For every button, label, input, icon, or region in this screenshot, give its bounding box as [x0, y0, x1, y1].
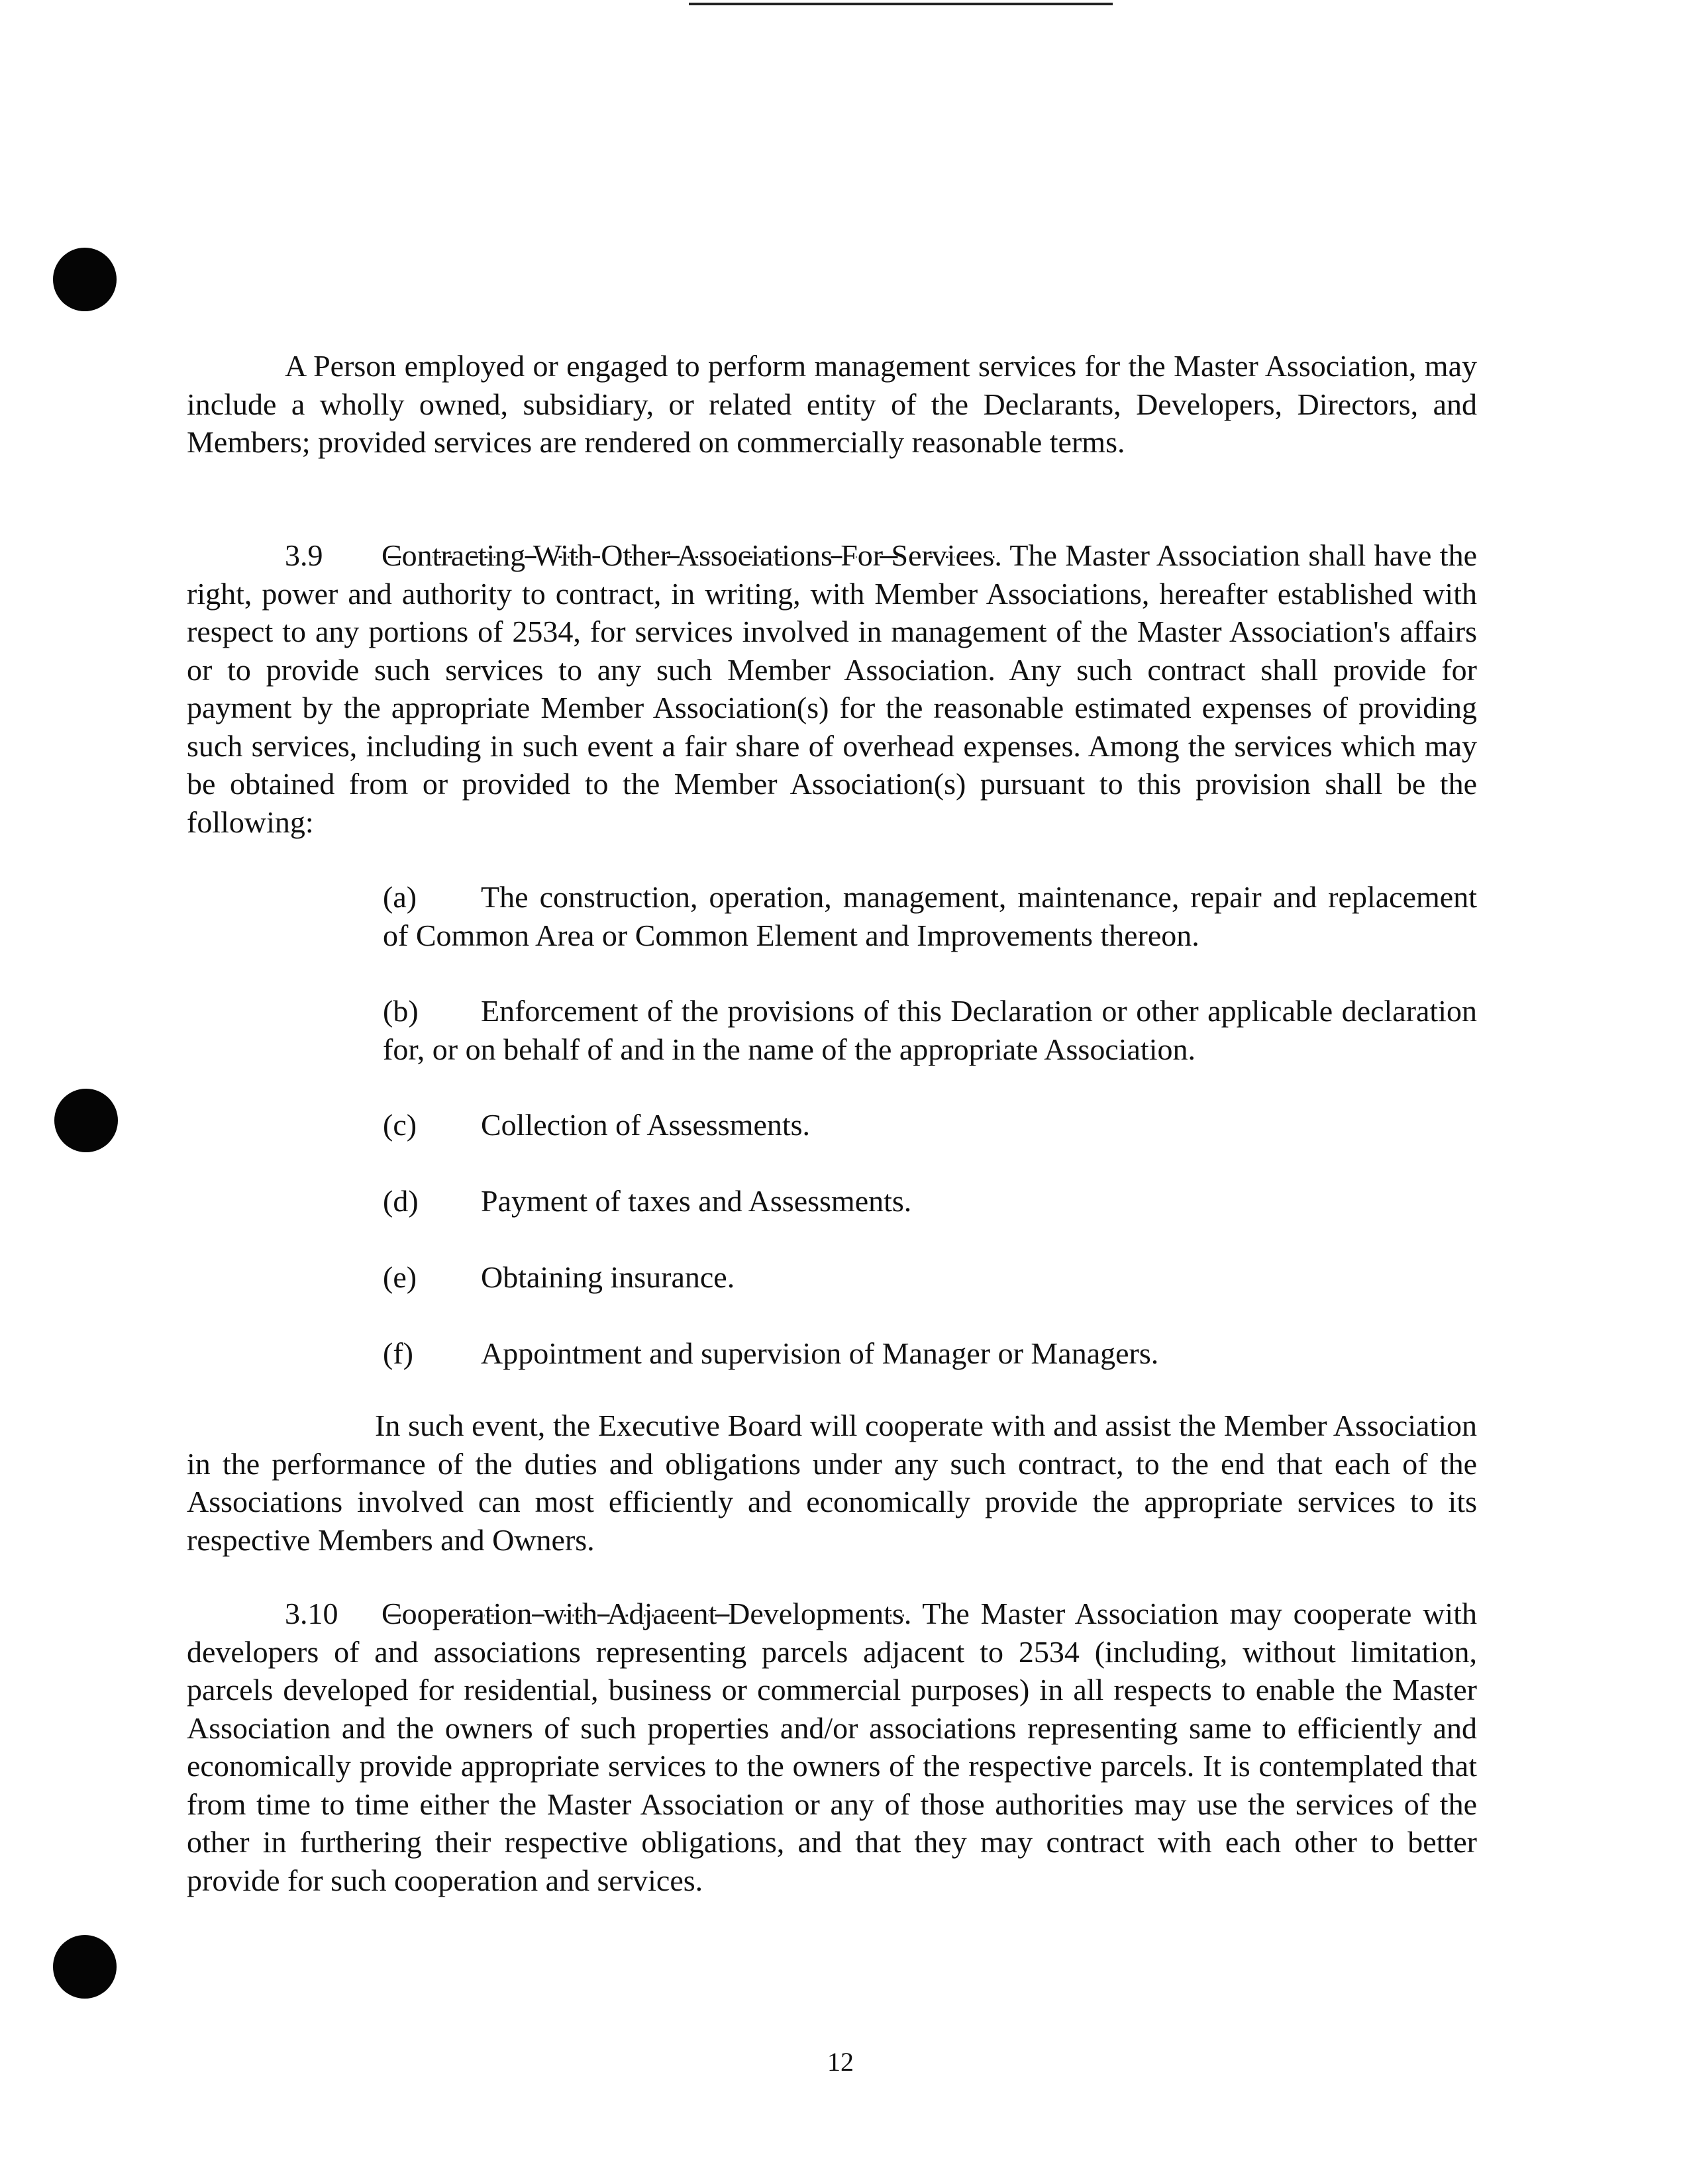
section-body: . The Master Association shall have the right, power and authority to contract, in writing, with Member Associations, hereafter established with respect to any portions of 2534, for services involved in management of the Master Association's affairs or to provide such services to any such Member Association. Any such contract shall provide for payment by the appropriate Member Association(s) for the reasonable estimated expenses of providing such services, including in such event a fair share of overhead expenses. Among the services which may be obtained from or provided to the Member Association(s) pursuant to this provision shall be the following: — [187, 538, 1477, 839]
list-item — [383, 992, 1477, 1068]
section-3-10 — [187, 1595, 1477, 1899]
punch-hole-middle — [54, 1089, 118, 1152]
header-rule — [689, 3, 1113, 5]
list-item-text: The construction, operation, management, maintenance, repair and replacement of Common Area or Common Element and Improvements thereon. — [383, 880, 1477, 952]
section-heading: Contracting With Other Associations For Services — [382, 538, 995, 572]
list-item — [383, 1334, 1477, 1373]
list-item-label: (b) — [383, 994, 419, 1028]
punch-hole-bottom — [53, 1935, 117, 1999]
intro-paragraph: A Person employed or engaged to perform management services for the Master Association, may include a wholly owned, subsidiary, or related entity of the Declarants, Developers, Directors, and Members; provided services are rendered on commercially reasonable terms. — [187, 349, 1477, 459]
section-3-9 — [187, 536, 1477, 841]
list-item-label: (e) — [383, 1260, 417, 1294]
list-item-text: Enforcement of the provisions of this Declaration or other applicable declaration for, or on behalf of and in the name of the appropriate Association. — [383, 994, 1477, 1066]
list-item-label: (d) — [383, 1184, 419, 1218]
list-item-text: Appointment and supervision of Manager or Managers. — [481, 1336, 1159, 1370]
list-item-text: Collection of Assessments. — [481, 1108, 811, 1142]
section-number: 3.9 — [285, 538, 323, 572]
list-item — [383, 1182, 1477, 1220]
list-item-label: (a) — [383, 880, 417, 914]
punch-hole-top — [53, 248, 117, 311]
section-body: . The Master Association may cooperate with developers of and associations representing parcels adjacent to 2534 (including, without limitation, parcels developed for residential, business or commercial purposes) in all respects to enable the Master Association and the owners of such properties and/or associations representing same to efficiently and economically provide appropriate services to the owners of the respective parcels. It is contemplated that from time to time either the Master Association or any of those authorities may use the services of the other in furthering their respective obligations, and that they may contract with each other to better provide for such cooperation and services. — [187, 1597, 1477, 1897]
list-item — [383, 1106, 1477, 1144]
list-item-label: (f) — [383, 1336, 413, 1370]
section-number: 3.10 — [285, 1597, 338, 1630]
list-item-text: Payment of taxes and Assessments. — [481, 1184, 912, 1218]
section-heading: Cooperation with Adjacent Developments — [382, 1597, 904, 1630]
list-item-text: Obtaining insurance. — [481, 1260, 735, 1294]
page-number: 12 — [827, 2047, 854, 2077]
list-item-label: (c) — [383, 1108, 417, 1142]
list-item — [383, 1258, 1477, 1297]
list-item — [383, 878, 1477, 954]
in-such-event-paragraph: In such event, the Executive Board will cooperate with and assist the Member Association in the performance of the duties and obligations under any such contract, to the end that each of the Associations involved can most efficiently and economically provide the appropriate services to its respective Members and Owners. — [187, 1409, 1477, 1557]
